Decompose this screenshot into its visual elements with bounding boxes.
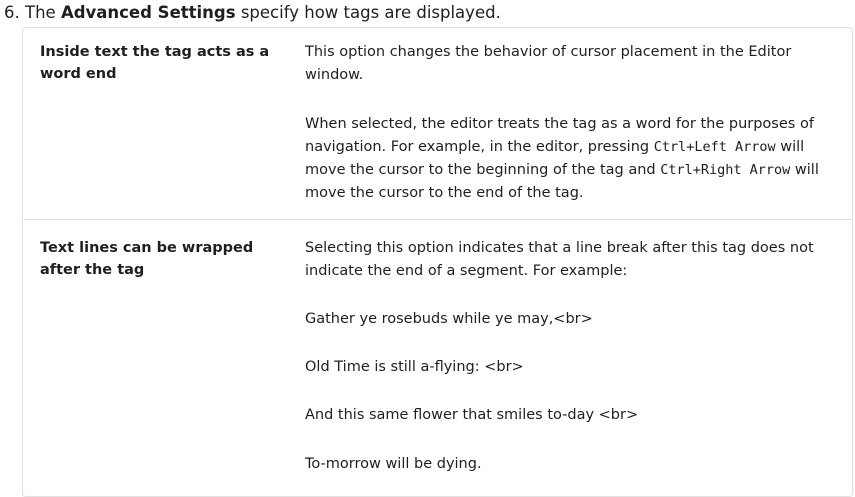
step-text: specify how tags are displayed. [240,3,501,22]
setting-description-word-end [305,41,830,87]
detail-text: will [794,162,819,178]
term-line: word end [40,66,117,82]
detail-text: navigation. For example, in the editor, pressing [305,139,650,155]
term-line: Inside text the tag acts as a [40,44,270,60]
step-instruction [4,2,501,24]
step-number: 6. The [4,3,56,22]
setting-detail-word-end [305,113,830,205]
setting-name-wrap-lines [40,237,276,281]
detail-text: move the cursor to the beginning of the tag and [305,162,656,178]
detail-line: move the cursor to the end of the tag. [305,185,584,201]
setting-name-word-end [40,41,276,85]
example-line: Old Time is still a-flying: <br> [305,359,524,375]
example-line: And this same flower that smiles to-day <br> [305,407,639,423]
step-bold-term: Advanced Settings [60,3,236,22]
row-divider [22,219,853,220]
example-line: Gather ye rosebuds while ye may,<br> [305,311,593,327]
shortcut-ctrl-left-arrow: Ctrl+Left Arrow [653,139,776,155]
description-line: Selecting this option indicates that a line break after this tag does not [305,240,814,256]
detail-text: will [780,139,805,155]
description-line: window. [305,67,364,83]
detail-line [305,159,830,182]
setting-description-wrap-lines [305,237,830,283]
term-line: after the tag [40,262,145,278]
description-line: indicate the end of a segment. For example: [305,263,628,279]
detail-line [305,136,830,159]
term-line: Text lines can be wrapped [40,240,254,256]
shortcut-ctrl-right-arrow: Ctrl+Right Arrow [660,162,791,178]
example-line: To-morrow will be dying. [305,456,482,472]
description-line: This option changes the behavior of cursor placement in the Editor [305,44,792,60]
detail-line: When selected, the editor treats the tag as a word for the purposes of [305,116,814,132]
